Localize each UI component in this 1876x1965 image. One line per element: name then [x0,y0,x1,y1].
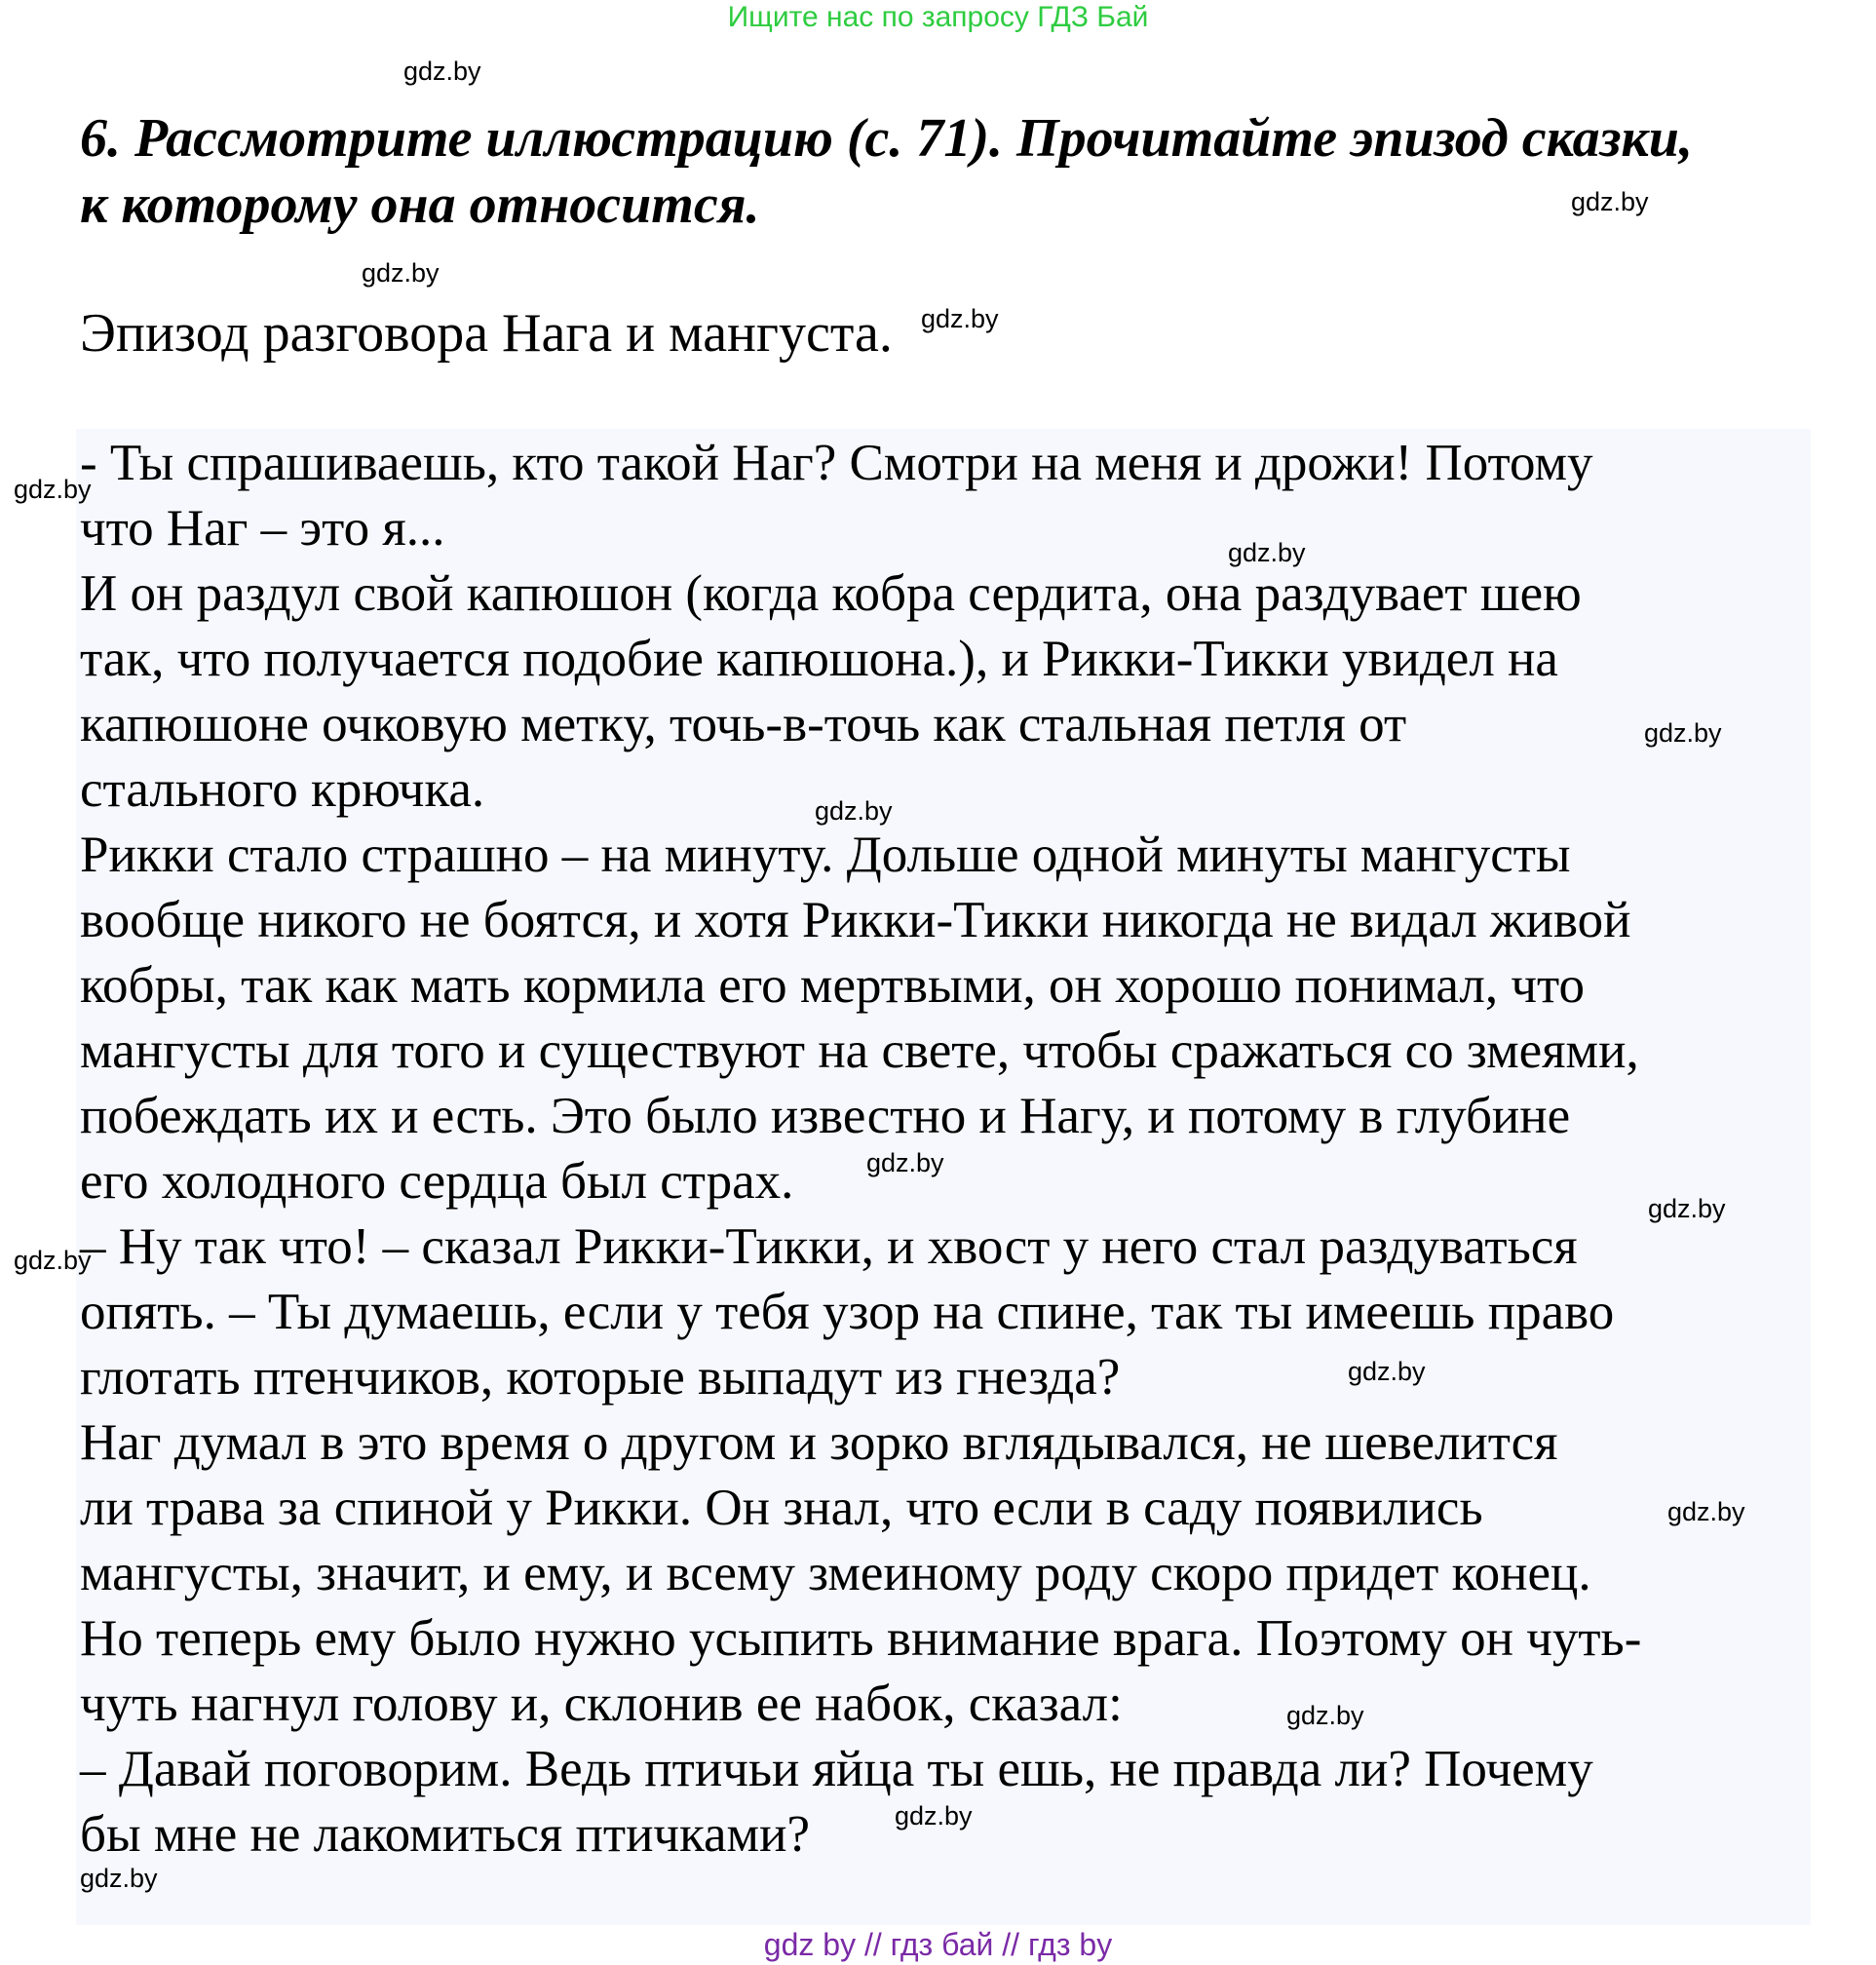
question-heading [80,105,1815,238]
watermark: gdz.by [362,258,440,288]
footer-links: gdz by // гдз бай // гдз by [763,1927,1113,1962]
watermark: gdz.by [403,57,481,86]
text-line: опять. – Ты думаешь, если у тебя узор на спине, так ты имеешь право [80,1284,1615,1340]
search-banner: Ищите нас по запросу ГДЗ Бай [727,1,1149,33]
text-line: ли трава за спиной у Рикки. Он знал, что если в саду появились [80,1480,1483,1536]
watermark: gdz.by [921,304,999,333]
answer-intro: Эпизод разговора Нага и мангуста. [80,303,893,364]
text-line: – Давай поговорим. Ведь птичьи яйца ты ешь, не правда ли? Почему [80,1741,1593,1797]
text-line: Рикки стало страшно – на минуту. Дольше одной минуты мангусты [80,827,1571,883]
text-line: мангусты для того и существуют на свете, чтобы сражаться со змеями, [80,1022,1639,1079]
text-line: бы мне не лакомиться птичками? [80,1806,810,1863]
text-line: глотать птенчиков, которые выпадут из гнезда? [80,1349,1121,1406]
watermark: gdz.by [1228,538,1306,567]
text-line: что Наг – это я... [80,500,445,557]
text-line: так, что получается подобие капюшона.), и Рикки-Тикки увидел на [80,631,1558,687]
text-line: Наг думал в это время о другом и зорко вглядывался, не шевелится [80,1414,1558,1471]
watermark: gdz.by [1571,187,1649,216]
text-line: – Ну так что! – сказал Рикки-Тикки, и хвост у него стал раздуваться [80,1218,1578,1275]
watermark: gdz.by [14,475,92,504]
watermark: gdz.by [866,1148,944,1177]
watermark: gdz.by [895,1801,973,1830]
text-line: Но теперь ему было нужно усыпить внимание врага. Поэтому он чуть- [80,1610,1642,1667]
text-line: мангусты, значит, и ему, и всему змеиному роду скоро придет конец. [80,1545,1591,1601]
watermark: gdz.by [1286,1701,1364,1730]
text-line: чуть нагнул голову и, склонив ее набок, сказал: [80,1676,1123,1732]
text-line: кобры, так как мать кормила его мертвыми, он хорошо понимал, что [80,957,1585,1014]
text-line: капюшоне очковую метку, точь-в-точь как стальная петля от [80,696,1407,752]
question-line: к которому она относится. [80,174,760,235]
watermark: gdz.by [1667,1497,1745,1526]
watermark: gdz.by [80,1864,158,1893]
watermark: gdz.by [1644,718,1722,748]
watermark: gdz.by [815,796,893,826]
text-line: его холодного сердца был страх. [80,1153,794,1210]
text-line: И он раздул свой капюшон (когда кобра сердита, она раздувает шею [80,565,1582,622]
watermark: gdz.by [14,1246,92,1275]
watermark: gdz.by [1348,1357,1426,1386]
question-line: 6. Рассмотрите иллюстрацию (с. 71). Прочитайте эпизод сказки, [80,108,1693,169]
text-line: стального крючка. [80,761,485,818]
text-line: вообще никого не боятся, и хотя Рикки-Тикки никогда не видал живой [80,892,1631,948]
text-line: побеждать их и есть. Это было известно и Нагу, и потому в глубине [80,1088,1571,1144]
text-line: - Ты спрашиваешь, кто такой Наг? Смотри на меня и дрожи! Потому [80,435,1593,491]
watermark: gdz.by [1648,1194,1726,1223]
